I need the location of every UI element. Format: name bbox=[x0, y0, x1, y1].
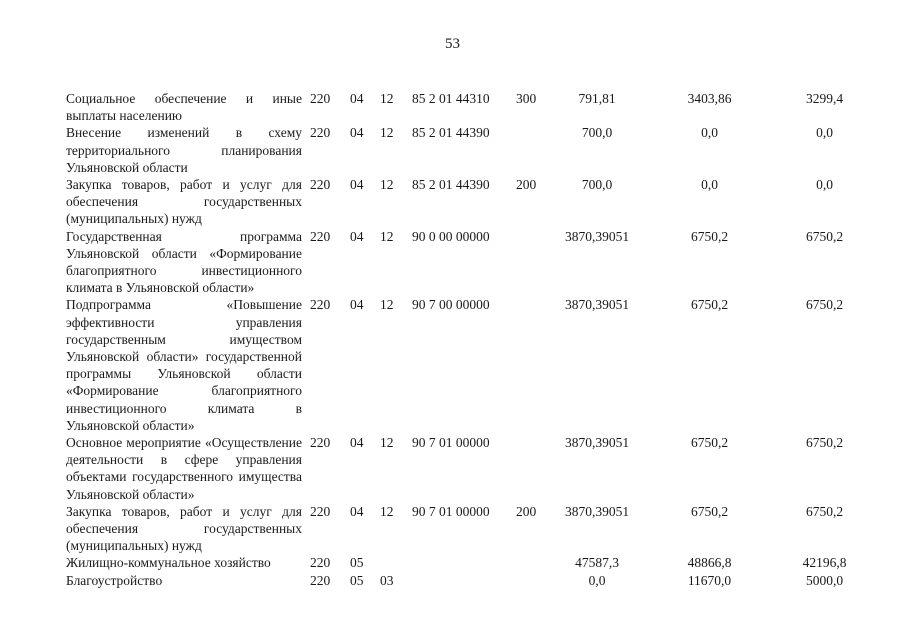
subsection-code-cell: 12 bbox=[380, 228, 394, 244]
subsection-code-cell: 12 bbox=[380, 125, 394, 141]
target-article-cell: 85 2 01 44310 bbox=[412, 91, 490, 106]
expense-type-cell bbox=[516, 434, 542, 503]
subsection-code-cell bbox=[380, 554, 412, 571]
section-code-cell: 04 bbox=[350, 177, 364, 193]
table-row bbox=[66, 176, 882, 228]
row-name-cell: Внесение изменений в схему территориального планирования Ульяновской области bbox=[66, 125, 302, 175]
budget-table bbox=[66, 90, 882, 589]
table-row bbox=[66, 503, 882, 555]
section-code-cell: 04 bbox=[350, 91, 364, 106]
table-row bbox=[66, 572, 882, 589]
expense-type-cell: 200 bbox=[516, 503, 537, 519]
amount-year-1-cell: 47587,3 bbox=[575, 555, 619, 571]
amount-year-3-cell: 3299,4 bbox=[805, 91, 844, 106]
amount-year-2-cell: 6750,2 bbox=[690, 435, 729, 451]
table-row bbox=[66, 434, 882, 503]
amount-year-2-cell: 0,0 bbox=[701, 125, 718, 141]
amount-year-1-cell: 0,0 bbox=[588, 572, 606, 588]
ministry-code-cell: 220 bbox=[310, 435, 331, 451]
table-row bbox=[66, 296, 882, 434]
amount-year-1-cell: 3870,39051 bbox=[564, 503, 630, 519]
amount-year-3-cell: 6750,2 bbox=[805, 435, 844, 451]
amount-year-2-cell: 11670,0 bbox=[687, 572, 732, 588]
section-code-cell: 05 bbox=[350, 572, 364, 588]
ministry-code-cell: 220 bbox=[310, 503, 331, 519]
section-code-cell: 04 bbox=[350, 228, 364, 244]
row-name-cell: Жилищно-коммунальное хозяйство bbox=[66, 555, 271, 571]
amount-year-2-cell: 6750,2 bbox=[690, 228, 729, 244]
expense-type-cell bbox=[516, 554, 542, 571]
row-name-cell: Социальное обеспечение и иные выплаты населению bbox=[66, 91, 302, 124]
amount-year-1-cell: 791,81 bbox=[578, 91, 616, 106]
target-article-cell: 90 7 00 00000 bbox=[412, 297, 490, 313]
ministry-code-cell: 220 bbox=[310, 555, 331, 571]
target-article-cell: 90 7 01 00000 bbox=[412, 435, 490, 451]
ministry-code-cell: 220 bbox=[310, 177, 331, 193]
amount-year-2-cell: 48866,8 bbox=[687, 555, 732, 571]
ministry-code-cell: 220 bbox=[310, 125, 331, 141]
amount-year-3-cell: 6750,2 bbox=[805, 503, 844, 519]
expense-type-cell bbox=[516, 228, 542, 297]
expense-type-cell: 300 bbox=[516, 91, 537, 106]
amount-year-1-cell: 3870,39051 bbox=[564, 435, 630, 451]
target-article-cell bbox=[412, 572, 516, 589]
target-article-cell: 90 0 00 00000 bbox=[412, 228, 490, 244]
section-code-cell: 04 bbox=[350, 297, 364, 313]
expense-type-cell bbox=[516, 572, 542, 589]
subsection-code-cell: 12 bbox=[380, 91, 394, 106]
target-article-cell bbox=[412, 554, 516, 571]
amount-year-3-cell: 0,0 bbox=[816, 177, 833, 193]
row-name-cell: Основное мероприятие «Осуществление деятельности в сфере управления объектами государственного имущества Ульяновской области» bbox=[66, 435, 302, 502]
table-row bbox=[66, 90, 882, 124]
expense-type-cell bbox=[516, 124, 542, 176]
table-row bbox=[66, 228, 882, 297]
table-row bbox=[66, 124, 882, 176]
amount-year-3-cell: 6750,2 bbox=[805, 297, 844, 313]
expense-type-cell bbox=[516, 296, 542, 434]
row-name-cell: Закупка товаров, работ и услуг для обеспечения государственных (муниципальных) нужд bbox=[66, 503, 302, 554]
amount-year-3-cell: 0,0 bbox=[816, 125, 833, 141]
section-code-cell: 04 bbox=[350, 125, 364, 141]
target-article-cell: 90 7 01 00000 bbox=[412, 503, 490, 519]
amount-year-2-cell: 6750,2 bbox=[690, 503, 729, 519]
subsection-code-cell: 12 bbox=[380, 177, 394, 193]
expense-type-cell: 200 bbox=[516, 177, 537, 193]
amount-year-1-cell: 700,0 bbox=[581, 177, 613, 193]
page-number: 53 bbox=[445, 36, 460, 52]
ministry-code-cell: 220 bbox=[310, 91, 331, 106]
amount-year-3-cell: 6750,2 bbox=[805, 228, 844, 244]
amount-year-2-cell: 3403,86 bbox=[687, 91, 732, 106]
section-code-cell: 05 bbox=[350, 555, 364, 571]
section-code-cell: 04 bbox=[350, 435, 364, 451]
amount-year-3-cell: 5000,0 bbox=[805, 572, 844, 588]
subsection-code-cell: 03 bbox=[380, 572, 394, 588]
table-row bbox=[66, 554, 882, 571]
section-code-cell: 04 bbox=[350, 503, 364, 519]
amount-year-1-cell: 3870,39051 bbox=[564, 297, 630, 313]
target-article-cell: 85 2 01 44390 bbox=[412, 125, 490, 141]
amount-year-1-cell: 3870,39051 bbox=[564, 228, 630, 244]
ministry-code-cell: 220 bbox=[310, 228, 331, 244]
target-article-cell: 85 2 01 44390 bbox=[412, 177, 490, 193]
ministry-code-cell: 220 bbox=[310, 572, 331, 588]
table-body bbox=[66, 90, 882, 589]
row-name-cell: Государственная программа Ульяновской области «Формирование благоприятного инвестиционного климата в Ульяновской области» bbox=[66, 228, 302, 296]
subsection-code-cell: 12 bbox=[380, 435, 394, 451]
amount-year-2-cell: 6750,2 bbox=[690, 297, 729, 313]
amount-year-2-cell: 0,0 bbox=[701, 177, 718, 193]
row-name-cell: Подпрограмма «Повышение эффективности управления государственным имуществом Ульяновской области» государственной программы Ульяновской области «Формирование благоприятного инвестиционного климата в Ульяновской области» bbox=[66, 297, 302, 433]
subsection-code-cell: 12 bbox=[380, 297, 394, 313]
subsection-code-cell: 12 bbox=[380, 503, 394, 519]
amount-year-1-cell: 700,0 bbox=[581, 125, 613, 141]
row-name-cell: Закупка товаров, работ и услуг для обеспечения государственных (муниципальных) нужд bbox=[66, 177, 302, 227]
amount-year-3-cell: 42196,8 bbox=[802, 555, 847, 571]
ministry-code-cell: 220 bbox=[310, 297, 331, 313]
row-name-cell: Благоустройство bbox=[66, 572, 163, 588]
